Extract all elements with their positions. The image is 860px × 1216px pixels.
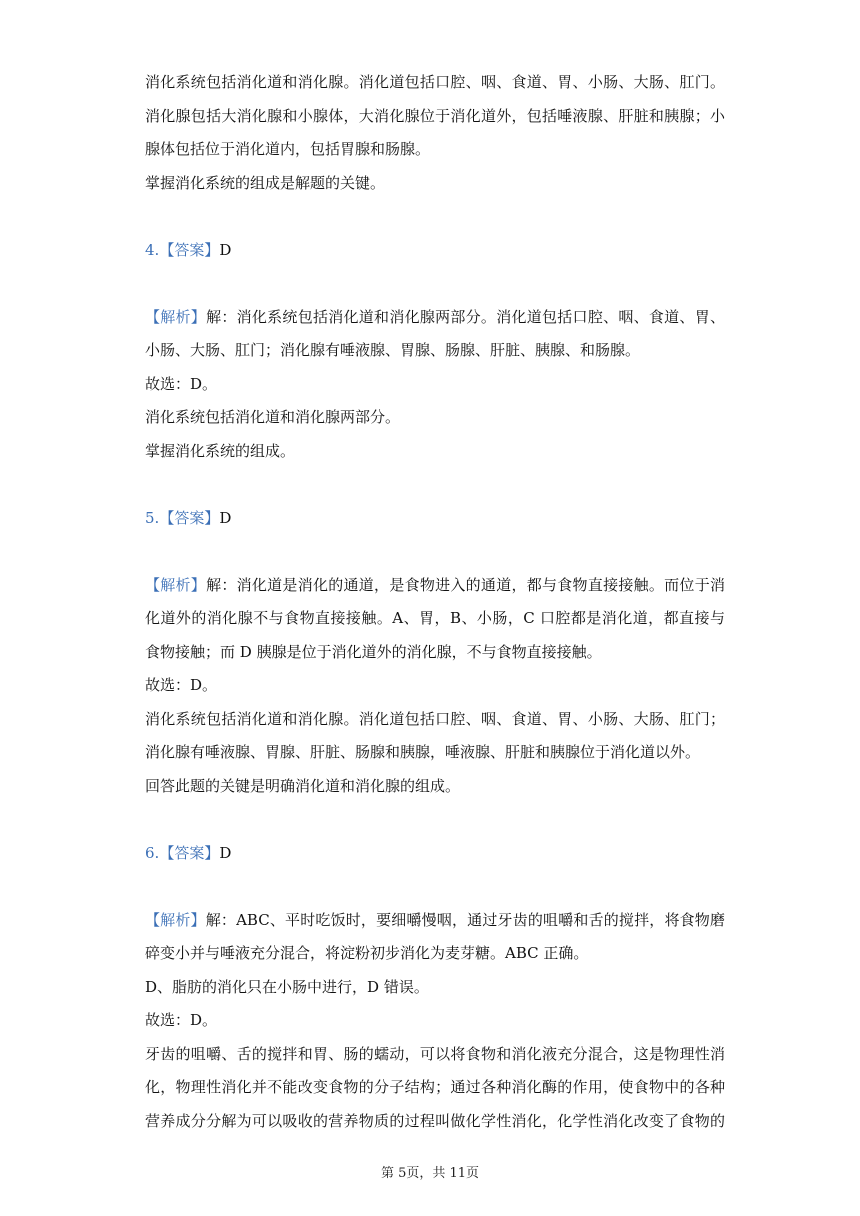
answer-value: D bbox=[219, 241, 232, 259]
answer-label: 【答案】 bbox=[159, 509, 220, 527]
text-line: D、脂肪的消化只在小肠中进行，D 错误。 bbox=[145, 977, 429, 996]
text-line: 消化腺包括大消化腺和小腺体，大消化腺位于消化道外，包括唾液腺、肝脏和胰腺；小 bbox=[145, 106, 725, 125]
text-line: 牙齿的咀嚼、舌的搅拌和胃、肠的蠕动，可以将食物和消化液充分混合，这是物理性消 bbox=[145, 1044, 725, 1063]
question-6-analysis bbox=[145, 904, 725, 1139]
question-6-answer bbox=[145, 837, 725, 871]
answer-value: D bbox=[219, 509, 232, 527]
answer-value: D bbox=[219, 844, 232, 862]
question-4-answer bbox=[145, 234, 725, 268]
question-number: 6. bbox=[145, 844, 160, 862]
question-5-analysis bbox=[145, 569, 725, 804]
text-line: 营养成分分解为可以吸收的营养物质的过程叫做化学性消化，化学性消化改变了食物的 bbox=[145, 1111, 725, 1130]
page-footer: 第 5页，共 11页 bbox=[380, 1166, 480, 1181]
question-number: 4. bbox=[145, 241, 160, 259]
text-line: 故选：D。 bbox=[145, 374, 218, 393]
analysis-first-line bbox=[145, 569, 725, 603]
text-line: 小肠、大肠、肛门；消化腺有唾液腺、胃腺、肠腺、肝脏、胰腺、和肠腺。 bbox=[145, 341, 641, 359]
text-line: 腺体包括位于消化道内，包括胃腺和肠腺。 bbox=[145, 140, 431, 158]
analysis-text: 解：消化系统包括消化道和消化腺两部分。消化道包括口腔、咽、食道、胃、 bbox=[206, 307, 725, 326]
answer-label: 【答案】 bbox=[159, 844, 220, 862]
text-line: 消化系统包括消化道和消化腺。消化道包括口腔、咽、食道、胃、小肠、大肠、肛门。 bbox=[145, 73, 725, 91]
text-line: 回答此题的关键是明确消化道和消化腺的组成。 bbox=[145, 776, 461, 795]
intro-paragraph bbox=[145, 66, 725, 200]
analysis-first-line bbox=[145, 904, 725, 938]
text-line: 消化腺有唾液腺、胃腺、肝脏、肠腺和胰腺，唾液腺、肝脏和胰腺位于消化道以外。 bbox=[145, 743, 701, 761]
text-line: 掌握消化系统的组成是解题的关键。 bbox=[145, 173, 386, 192]
text-line: 食物接触；而 D 胰腺是位于消化道外的消化腺，不与食物直接接触。 bbox=[145, 642, 602, 661]
text-line: 消化系统包括消化道和消化腺两部分。 bbox=[145, 408, 401, 426]
analysis-label: 【解析】 bbox=[145, 307, 207, 326]
text-line: 碎变小并与唾液充分混合，将淀粉初步消化为麦芽糖。ABC 正确。 bbox=[145, 944, 589, 962]
analysis-text: 解：ABC、平时吃饭时，要细嚼慢咽，通过牙齿的咀嚼和舌的搅拌，将食物磨 bbox=[205, 910, 725, 929]
page-content bbox=[145, 66, 725, 1138]
question-4-analysis bbox=[145, 301, 725, 469]
text-line: 掌握消化系统的组成。 bbox=[145, 441, 296, 460]
text-line: 故选：D。 bbox=[145, 676, 218, 694]
analysis-label: 【解析】 bbox=[145, 575, 207, 594]
analysis-first-line bbox=[145, 301, 725, 335]
text-line: 消化系统包括消化道和消化腺。消化道包括口腔、咽、食道、胃、小肠、大肠、肛门； bbox=[145, 709, 725, 728]
analysis-text: 解：消化道是消化的通道，是食物进入的通道，都与食物直接接触。而位于消 bbox=[206, 575, 725, 594]
answer-label: 【答案】 bbox=[159, 241, 220, 259]
question-number: 5. bbox=[145, 509, 160, 527]
question-5-answer bbox=[145, 502, 725, 536]
text-line: 化道外的消化腺不与食物直接接触。A、胃，B、小肠，C 口腔都是消化道，都直接与 bbox=[145, 609, 725, 627]
text-line: 故选：D。 bbox=[145, 1011, 218, 1029]
analysis-label: 【解析】 bbox=[145, 910, 206, 929]
text-line: 化，物理性消化并不能改变食物的分子结构；通过各种消化酶的作用，使食物中的各种 bbox=[145, 1078, 725, 1096]
